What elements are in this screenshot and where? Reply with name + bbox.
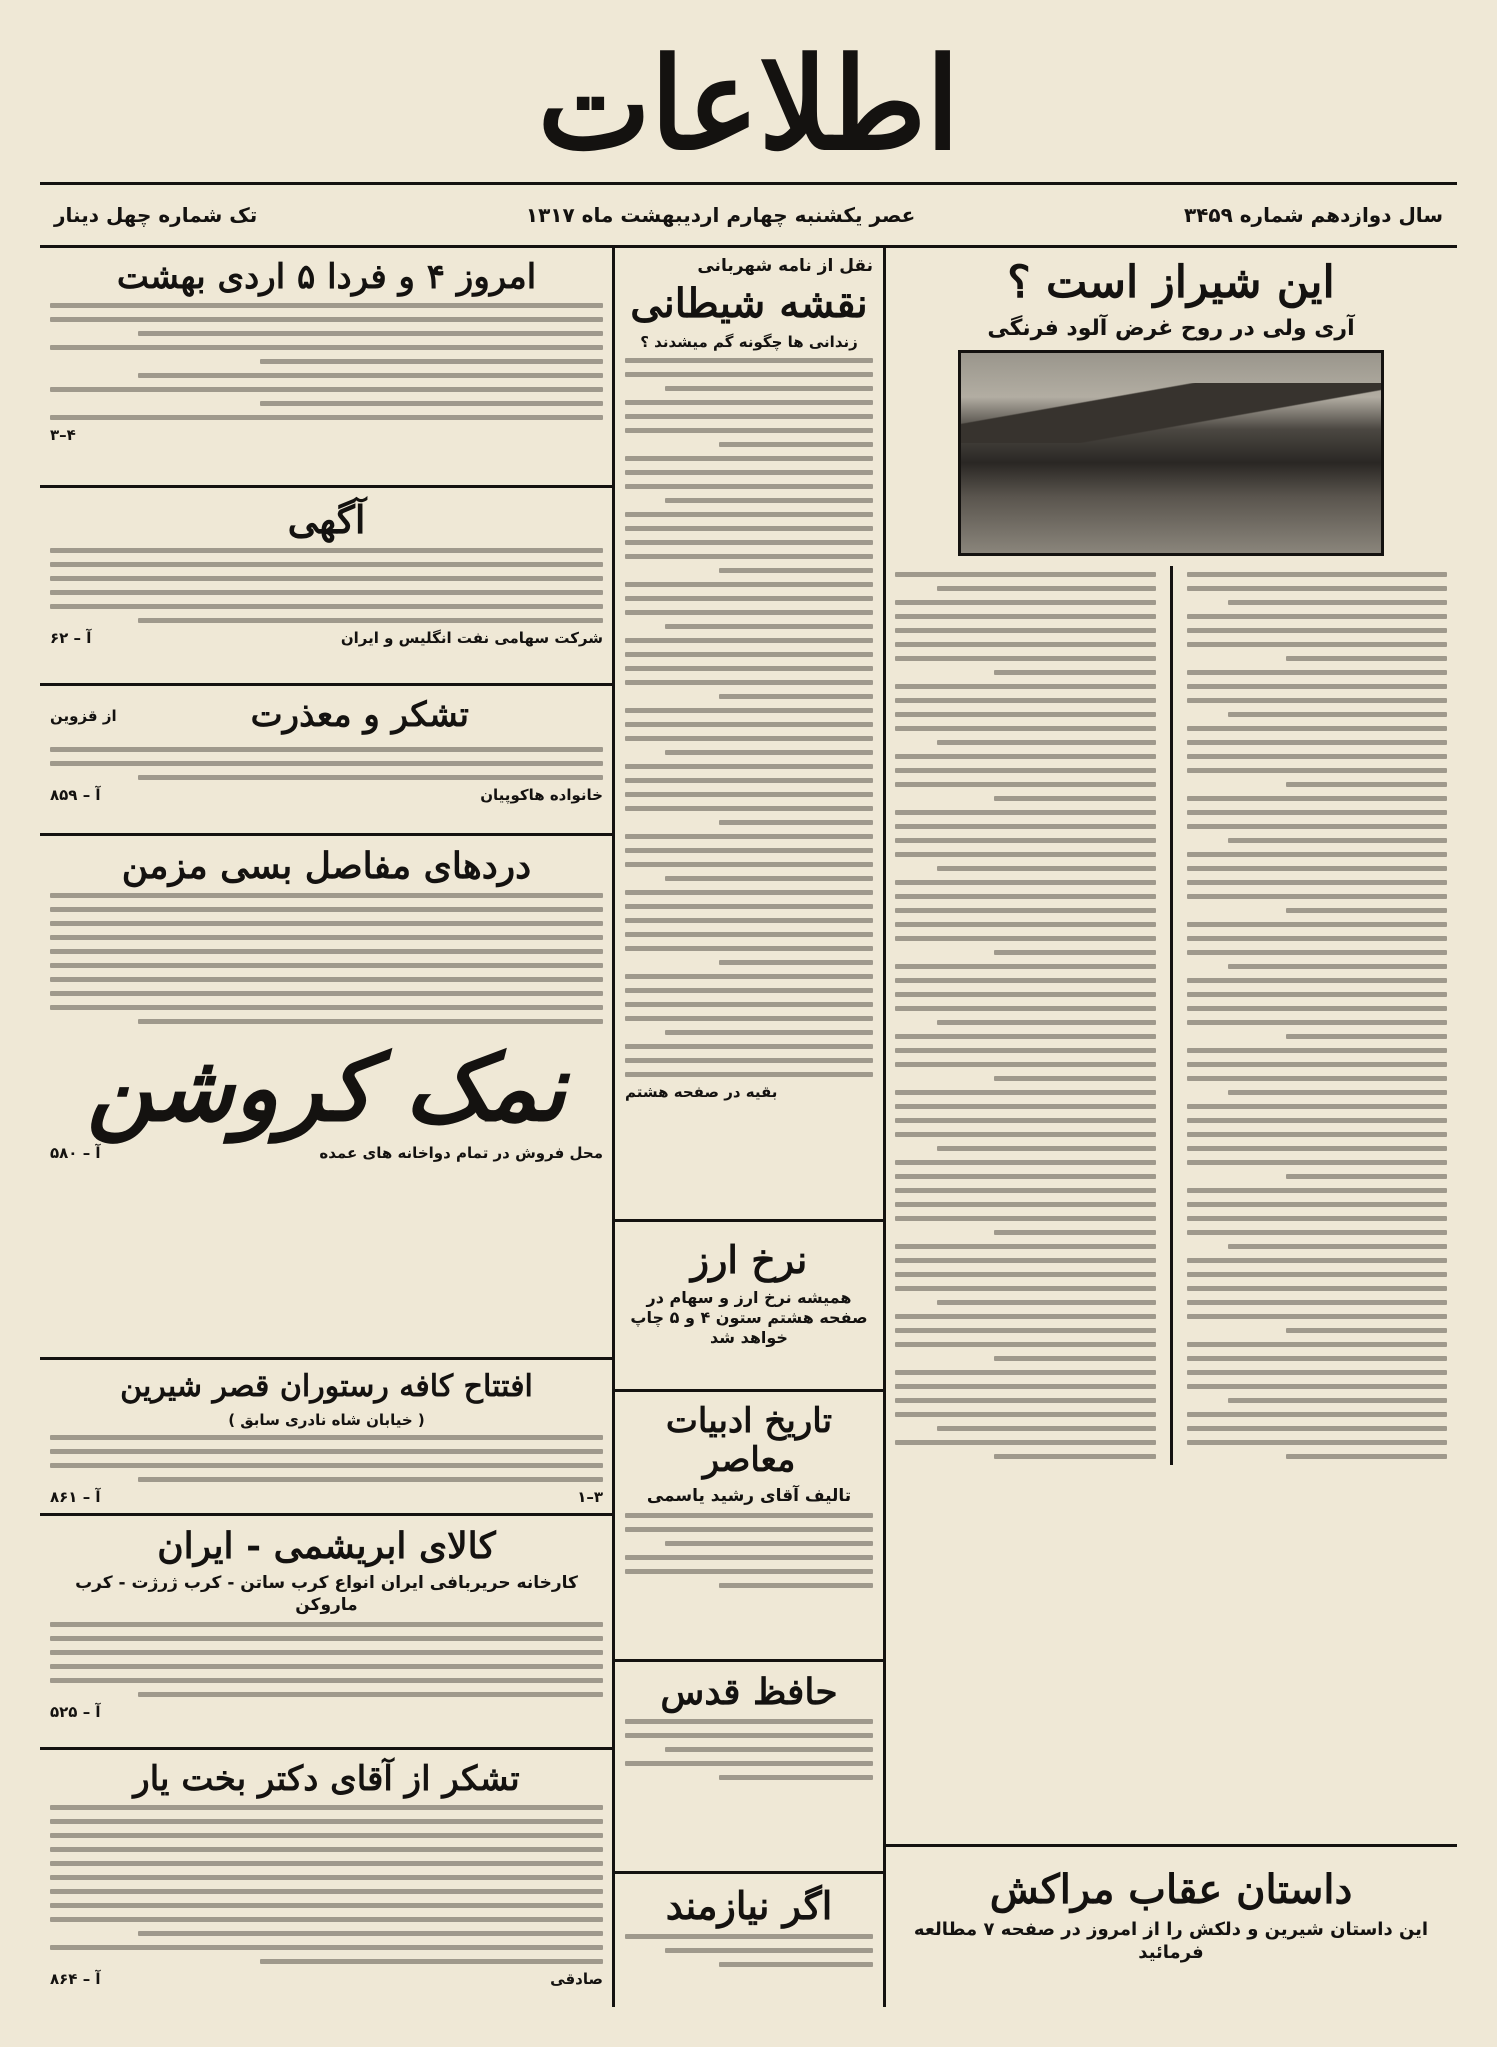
silk-goods-sub: کارخانه حریربافی ایران انواع کرب ساتن - کرب ژرژت - کرب ماروکن	[75, 1573, 578, 1615]
silk-goods-headline: کالای ابریشمی - ایران	[157, 1525, 496, 1567]
issue-price: تک شماره چهل دینار	[54, 203, 258, 227]
issue-date: عصر یکشنبه چهارم اردیبهشت ماه ۱۳۱۷	[525, 203, 916, 227]
left-column	[40, 248, 613, 2007]
if-in-need-headline: اگر نیازمند	[665, 1883, 833, 1928]
ad-code: آ – ۸۶۱	[50, 1488, 101, 1507]
ad-code: آ – ۸۶۴	[50, 1970, 101, 1989]
exchange-rates-sub: همیشه نرخ ارز و سهام در صفحه هشتم ستون ۴ و ۵ چاپ خواهد شد	[630, 1287, 868, 1347]
ad-code: آ – ۵۲۵	[50, 1702, 101, 1721]
exchange-rates-box	[615, 1222, 883, 1392]
cafe-restaurant-sub: ( خیابان شاه نادری سابق )	[228, 1410, 425, 1429]
exchange-rates-headline: نرخ ارز	[690, 1237, 808, 1282]
ad-code: ۴–۳	[50, 426, 76, 445]
hafez-headline: حافظ قدس	[660, 1671, 838, 1713]
oil-notice-headline: آگهی	[287, 497, 366, 542]
eagle-story-headline: داستان عقاب مراکش	[989, 1866, 1353, 1913]
devil-plan-subheadline: زندانی ها چگونه گم میشدند ؟	[640, 333, 858, 352]
dateline-bar	[40, 182, 1457, 248]
literature-history-ad	[615, 1392, 883, 1662]
shiraz-headline: این شیراز است ؟	[1007, 257, 1335, 308]
thanks-apology-ad	[40, 686, 613, 836]
kroshen-brand-logo: نمک کروشن	[86, 1034, 567, 1143]
masthead-title: اطلاعات	[537, 30, 960, 179]
joint-pain-headline: دردهای مفاصل بسی مزمن	[121, 845, 532, 887]
thanks-doctor-ad	[40, 1750, 613, 2004]
literature-history-headline: تاریخ ادبیات معاصر	[665, 1401, 833, 1481]
thanks-apology-headline: تشکر و معذرت	[250, 695, 469, 735]
shiraz-article	[885, 248, 1457, 1838]
cafe-restaurant-ad	[40, 1360, 613, 1516]
thanks-apology-kicker: از قزوین	[50, 707, 117, 726]
eagle-story-sub: این داستان شیرین و دلکش را از امروز در صفحه ۷ مطالعه فرمائید	[913, 1919, 1429, 1963]
ad-code: آ – ۸۵۹	[50, 786, 101, 805]
thanks-doctor-headline: تشکر از آقای دکتر بخت یار	[133, 1759, 520, 1799]
middle-column	[615, 248, 883, 2007]
oil-company-notice	[40, 488, 613, 686]
eagle-story-box	[885, 1844, 1457, 2004]
devil-plan-article	[615, 248, 883, 1222]
ad-code: آ – ۵۸۰	[50, 1143, 101, 1162]
kroshen-note: محل فروش در تمام دواخانه های عمده	[319, 1143, 603, 1162]
cafe-restaurant-headline: افتتاح کافه رستوران قصر شیرین	[120, 1369, 533, 1404]
masthead	[0, 30, 1497, 179]
kroshen-salt-ad	[40, 836, 613, 1360]
oil-notice-signature: شرکت سهامی نفت انگلیس و ایران	[340, 628, 603, 647]
ad-code: ۳–۱	[577, 1488, 603, 1507]
shiraz-photo	[958, 350, 1384, 556]
issue-number: سال دوازدهم شماره ۳۴۵۹	[1183, 203, 1443, 227]
trade-magazine-ad	[40, 248, 613, 488]
silk-goods-ad	[40, 1516, 613, 1750]
shiraz-subheadline: آری ولی در روح غرض آلود فرنگی	[987, 315, 1355, 341]
ad-code: آ – ۶۲	[50, 628, 92, 647]
trade-magazine-headline: امروز ۴ و فردا ۵ اردی بهشت	[116, 257, 537, 297]
thanks-apology-signature: خانواده هاکوپیان	[480, 786, 603, 805]
devil-plan-kicker: نقل از نامه شهربانی	[697, 256, 873, 276]
thanks-doctor-signature: صادقی	[550, 1970, 603, 1989]
devil-plan-continued: بقیه در صفحه هشتم	[625, 1083, 778, 1101]
hafez-ad	[615, 1662, 883, 1874]
right-column	[885, 248, 1457, 2007]
devil-plan-headline: نقشه شیطانی	[630, 280, 868, 328]
if-in-need-ad	[615, 1874, 883, 2004]
literature-history-author: تالیف آقای رشید یاسمی	[646, 1486, 852, 1507]
